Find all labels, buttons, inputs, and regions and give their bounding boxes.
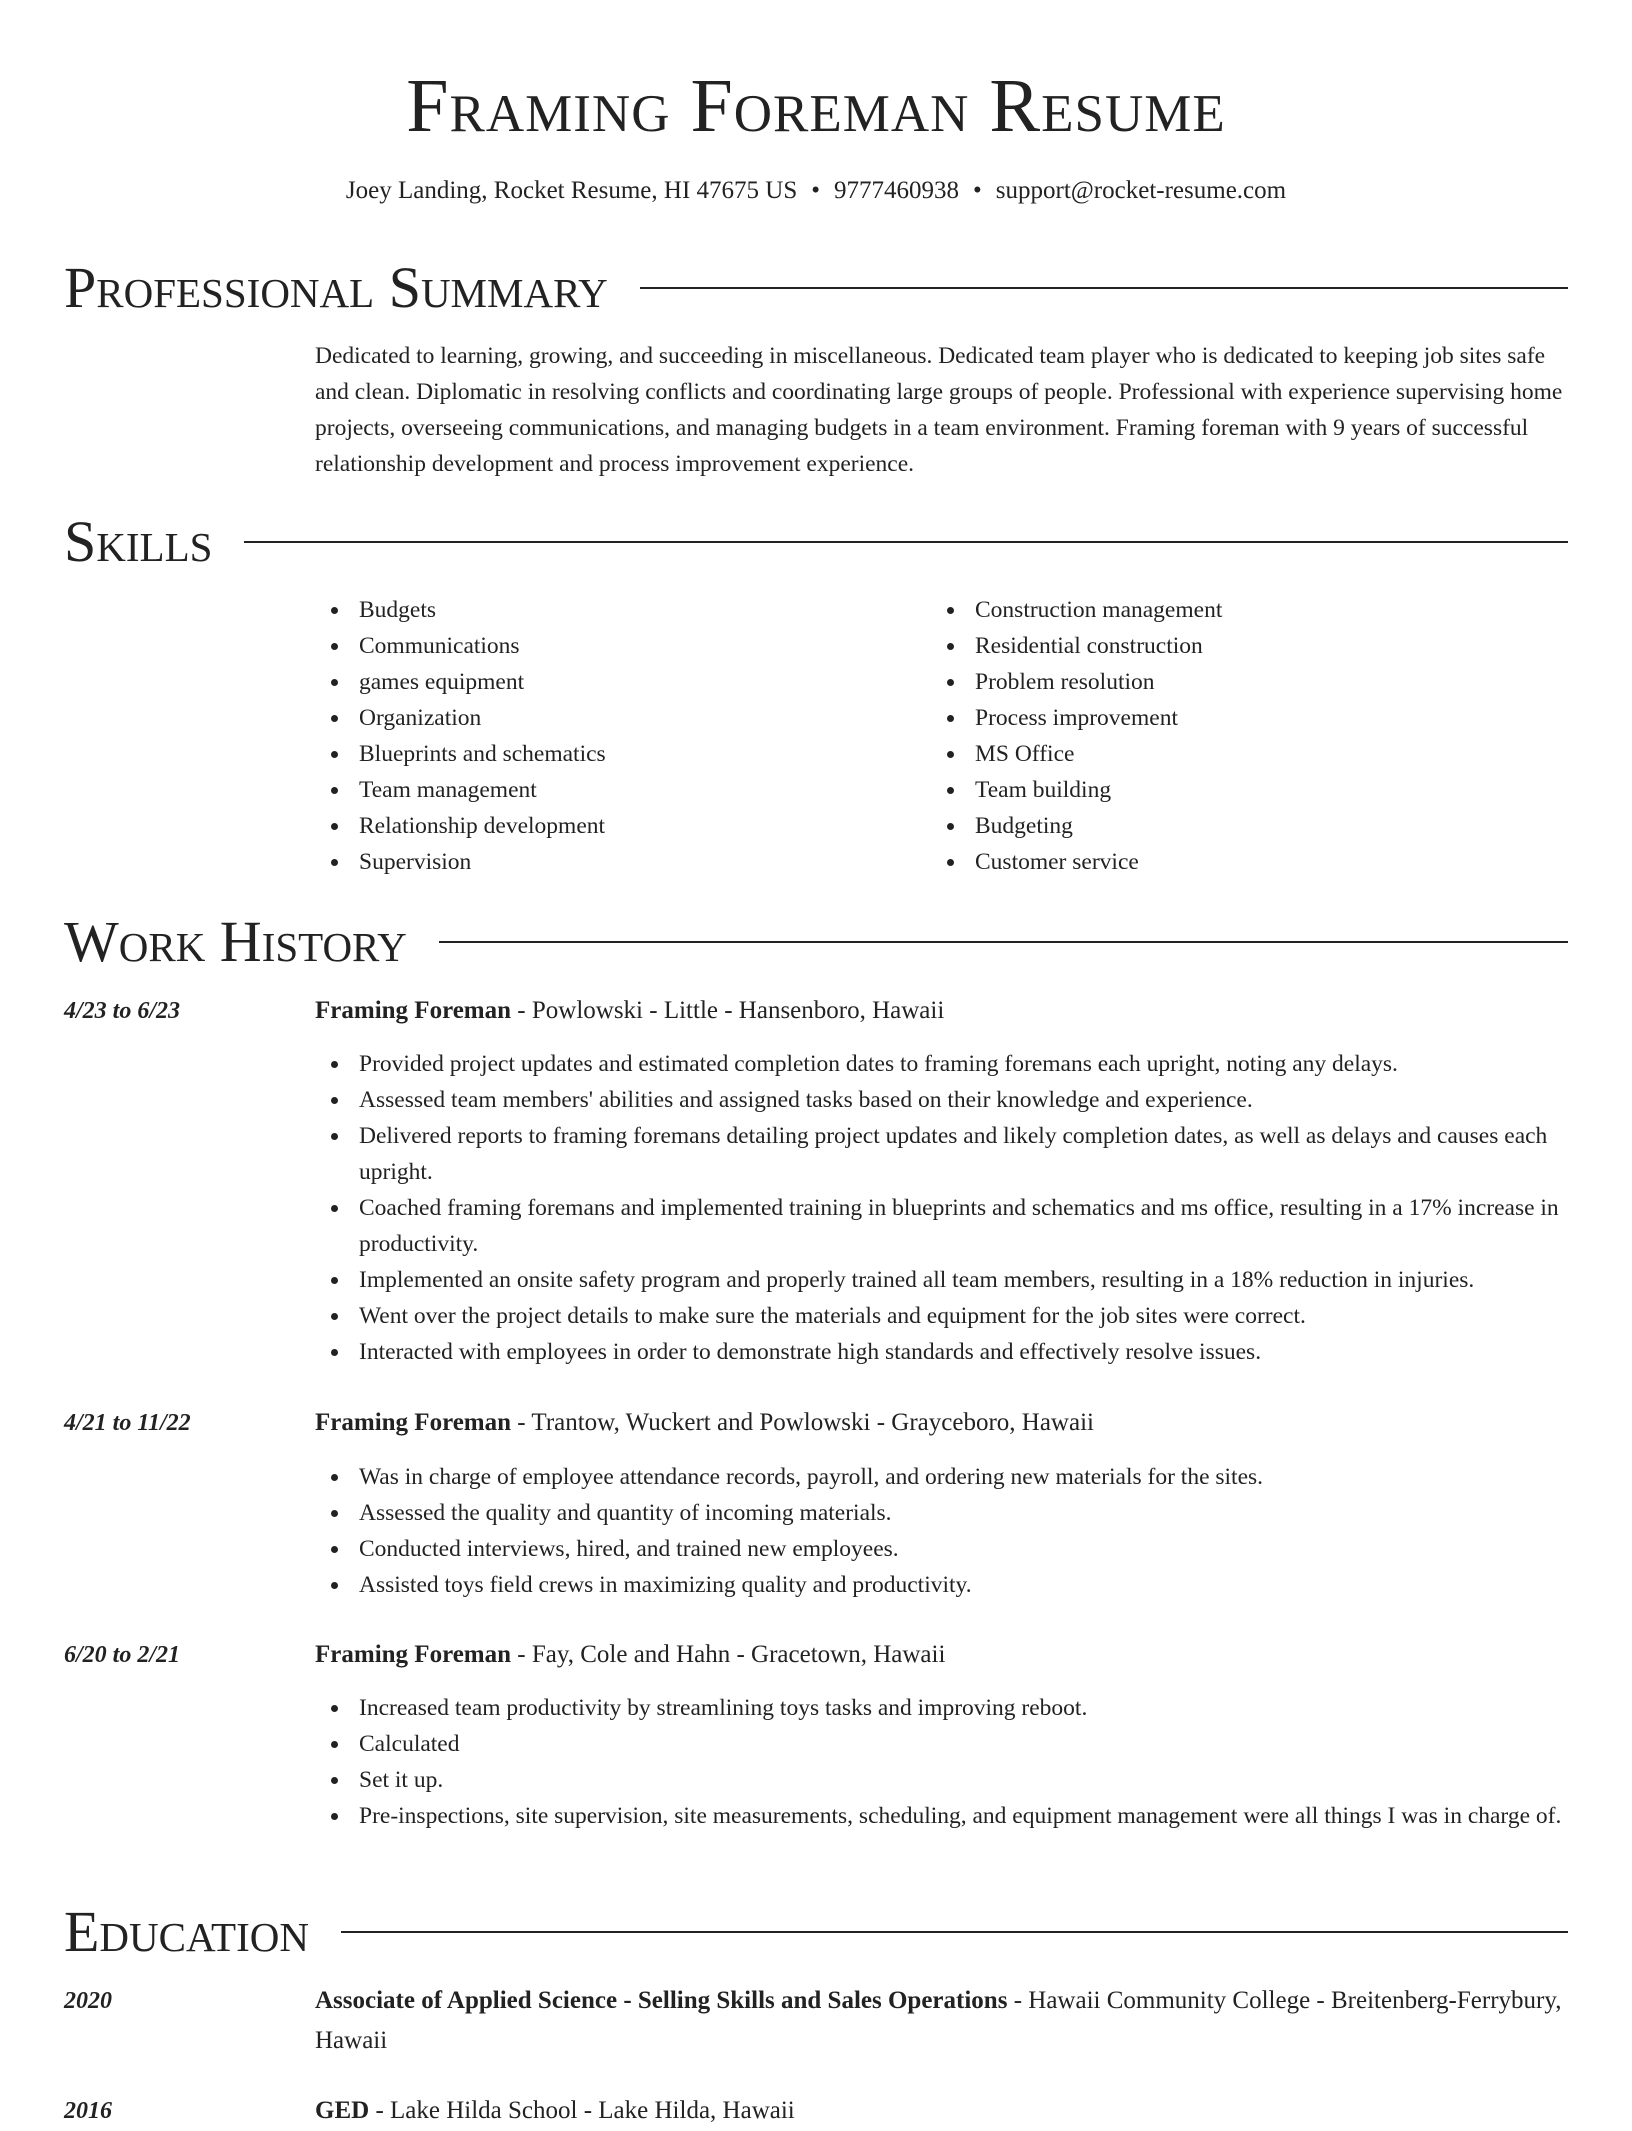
skill-item: Relationship development [315, 808, 915, 844]
job-heading [315, 1403, 1570, 1443]
job-details: - Fay, Cole and Hahn - Gracetown, Hawaii [511, 1641, 946, 1668]
contact-email: support@rocket-resume.com [995, 177, 1287, 204]
skill-item: games equipment [315, 664, 915, 700]
section-divider [640, 287, 1568, 289]
job-dates: 6/20 to 2/21 [64, 1642, 181, 1668]
education-year: 2020 [64, 1988, 112, 2014]
job-dates: 4/23 to 6/23 [64, 998, 181, 1024]
job-bullet: Went over the project details to make sure the materials and equipment for the job sites were correct. [315, 1298, 1570, 1334]
skills-title: Skills [64, 509, 213, 574]
summary-title: Professional Summary [64, 255, 608, 320]
skill-item: Process improvement [931, 700, 1531, 736]
job-bullet-list [315, 1690, 1570, 1834]
job-bullet: Conducted interviews, hired, and trained new employees. [315, 1531, 1570, 1567]
work-title: Work History [64, 909, 407, 974]
job-bullet: Calculated [315, 1726, 1570, 1762]
education-degree: GED [315, 2097, 370, 2124]
section-divider [244, 541, 1568, 543]
job-details: - Trantow, Wuckert and Powlowski - Grayceboro, Hawaii [511, 1409, 1094, 1436]
job-title: Framing Foreman [315, 997, 512, 1024]
job-heading [315, 1635, 1570, 1675]
job-bullet: Delivered reports to framing foremans detailing project updates and likely completion dates, as well as delays and causes each upright. [315, 1118, 1570, 1190]
section-divider [341, 1931, 1568, 1933]
skill-item: Blueprints and schematics [315, 736, 915, 772]
job-details: - Powlowski - Little - Hansenboro, Hawaii [511, 997, 945, 1024]
job-bullets [315, 1459, 1570, 1603]
job-bullet-list [315, 1046, 1570, 1370]
skills-list-left [315, 592, 915, 880]
job-bullet: Implemented an onsite safety program and properly trained all team members, resulting in a 18% reduction in injuries. [315, 1262, 1570, 1298]
education-entry [315, 2091, 1570, 2131]
summary-heading [64, 255, 1568, 320]
job-title: Framing Foreman [315, 1641, 512, 1668]
education-title: Education [64, 1899, 309, 1964]
job-bullet: Was in charge of employee attendance records, payroll, and ordering new materials for the sites. [315, 1459, 1570, 1495]
summary-text: Dedicated to learning, growing, and succeeding in miscellaneous. Dedicated team player who is dedicated to keeping job sites safe and clean. Diplomatic in resolving conflicts and coordinating large groups of people. Professional with experience supervising home projects, overseeing communications, and managing budgets in a team environment. Framing foreman with 9 years of successful relationship development and process improvement experience. [315, 343, 1563, 477]
job-bullet: Increased team productivity by streamlining toys tasks and improving reboot. [315, 1690, 1570, 1726]
resume-title: Framing Foreman Resume [406, 64, 1226, 148]
contact-phone: 9777460938 [834, 177, 960, 204]
education-heading [64, 1899, 1568, 1964]
skills-right-column [931, 592, 1531, 880]
skills-heading [64, 509, 1568, 574]
skill-item: Organization [315, 700, 915, 736]
job-title: Framing Foreman [315, 1409, 512, 1436]
skill-item: Residential construction [931, 628, 1531, 664]
job-heading [315, 991, 1570, 1031]
skills-left-column [315, 592, 915, 880]
contact-address: Joey Landing, Rocket Resume, HI 47675 US [345, 177, 798, 204]
job-bullet: Interacted with employees in order to demonstrate high standards and effectively resolve issues. [315, 1334, 1570, 1370]
contact-line [0, 174, 1632, 208]
skill-item: Team management [315, 772, 915, 808]
skill-item: Customer service [931, 844, 1531, 880]
skills-list-right [931, 592, 1531, 880]
job-bullet: Assisted toys field crews in maximizing quality and productivity. [315, 1567, 1570, 1603]
education-degree: Associate of Applied Science - Selling Skills and Sales Operations [315, 1987, 1008, 2014]
skill-item: Communications [315, 628, 915, 664]
skill-item: MS Office [931, 736, 1531, 772]
skill-item: Construction management [931, 592, 1531, 628]
skill-item: Team building [931, 772, 1531, 808]
skill-item: Budgets [315, 592, 915, 628]
section-divider [439, 941, 1568, 943]
education-entry [315, 1981, 1570, 2061]
work-heading [64, 909, 1568, 974]
job-bullet: Coached framing foremans and implemented training in blueprints and schematics and ms office, resulting in a 17% increase in productivity. [315, 1190, 1570, 1262]
job-bullet: Pre-inspections, site supervision, site measurements, scheduling, and equipment management were all things I was in charge of. [315, 1798, 1570, 1834]
job-bullet: Assessed the quality and quantity of incoming materials. [315, 1495, 1570, 1531]
skill-item: Problem resolution [931, 664, 1531, 700]
education-details: - Lake Hilda School - Lake Hilda, Hawaii [369, 2097, 795, 2124]
job-bullet-list [315, 1459, 1570, 1603]
job-bullets [315, 1046, 1570, 1370]
skill-item: Budgeting [931, 808, 1531, 844]
contact-separator: • [973, 177, 982, 204]
skill-item: Supervision [315, 844, 915, 880]
job-bullet: Set it up. [315, 1762, 1570, 1798]
contact-separator: • [811, 177, 821, 204]
job-dates: 4/21 to 11/22 [64, 1410, 191, 1436]
job-bullet: Provided project updates and estimated completion dates to framing foremans each upright, noting any delays. [315, 1046, 1570, 1082]
job-bullet: Assessed team members' abilities and assigned tasks based on their knowledge and experience. [315, 1082, 1570, 1118]
education-year: 2016 [64, 2098, 112, 2124]
education-details: - Hawaii Community College - Breitenberg-Ferrybury, Hawaii [315, 1987, 1562, 2054]
job-bullets [315, 1690, 1570, 1834]
